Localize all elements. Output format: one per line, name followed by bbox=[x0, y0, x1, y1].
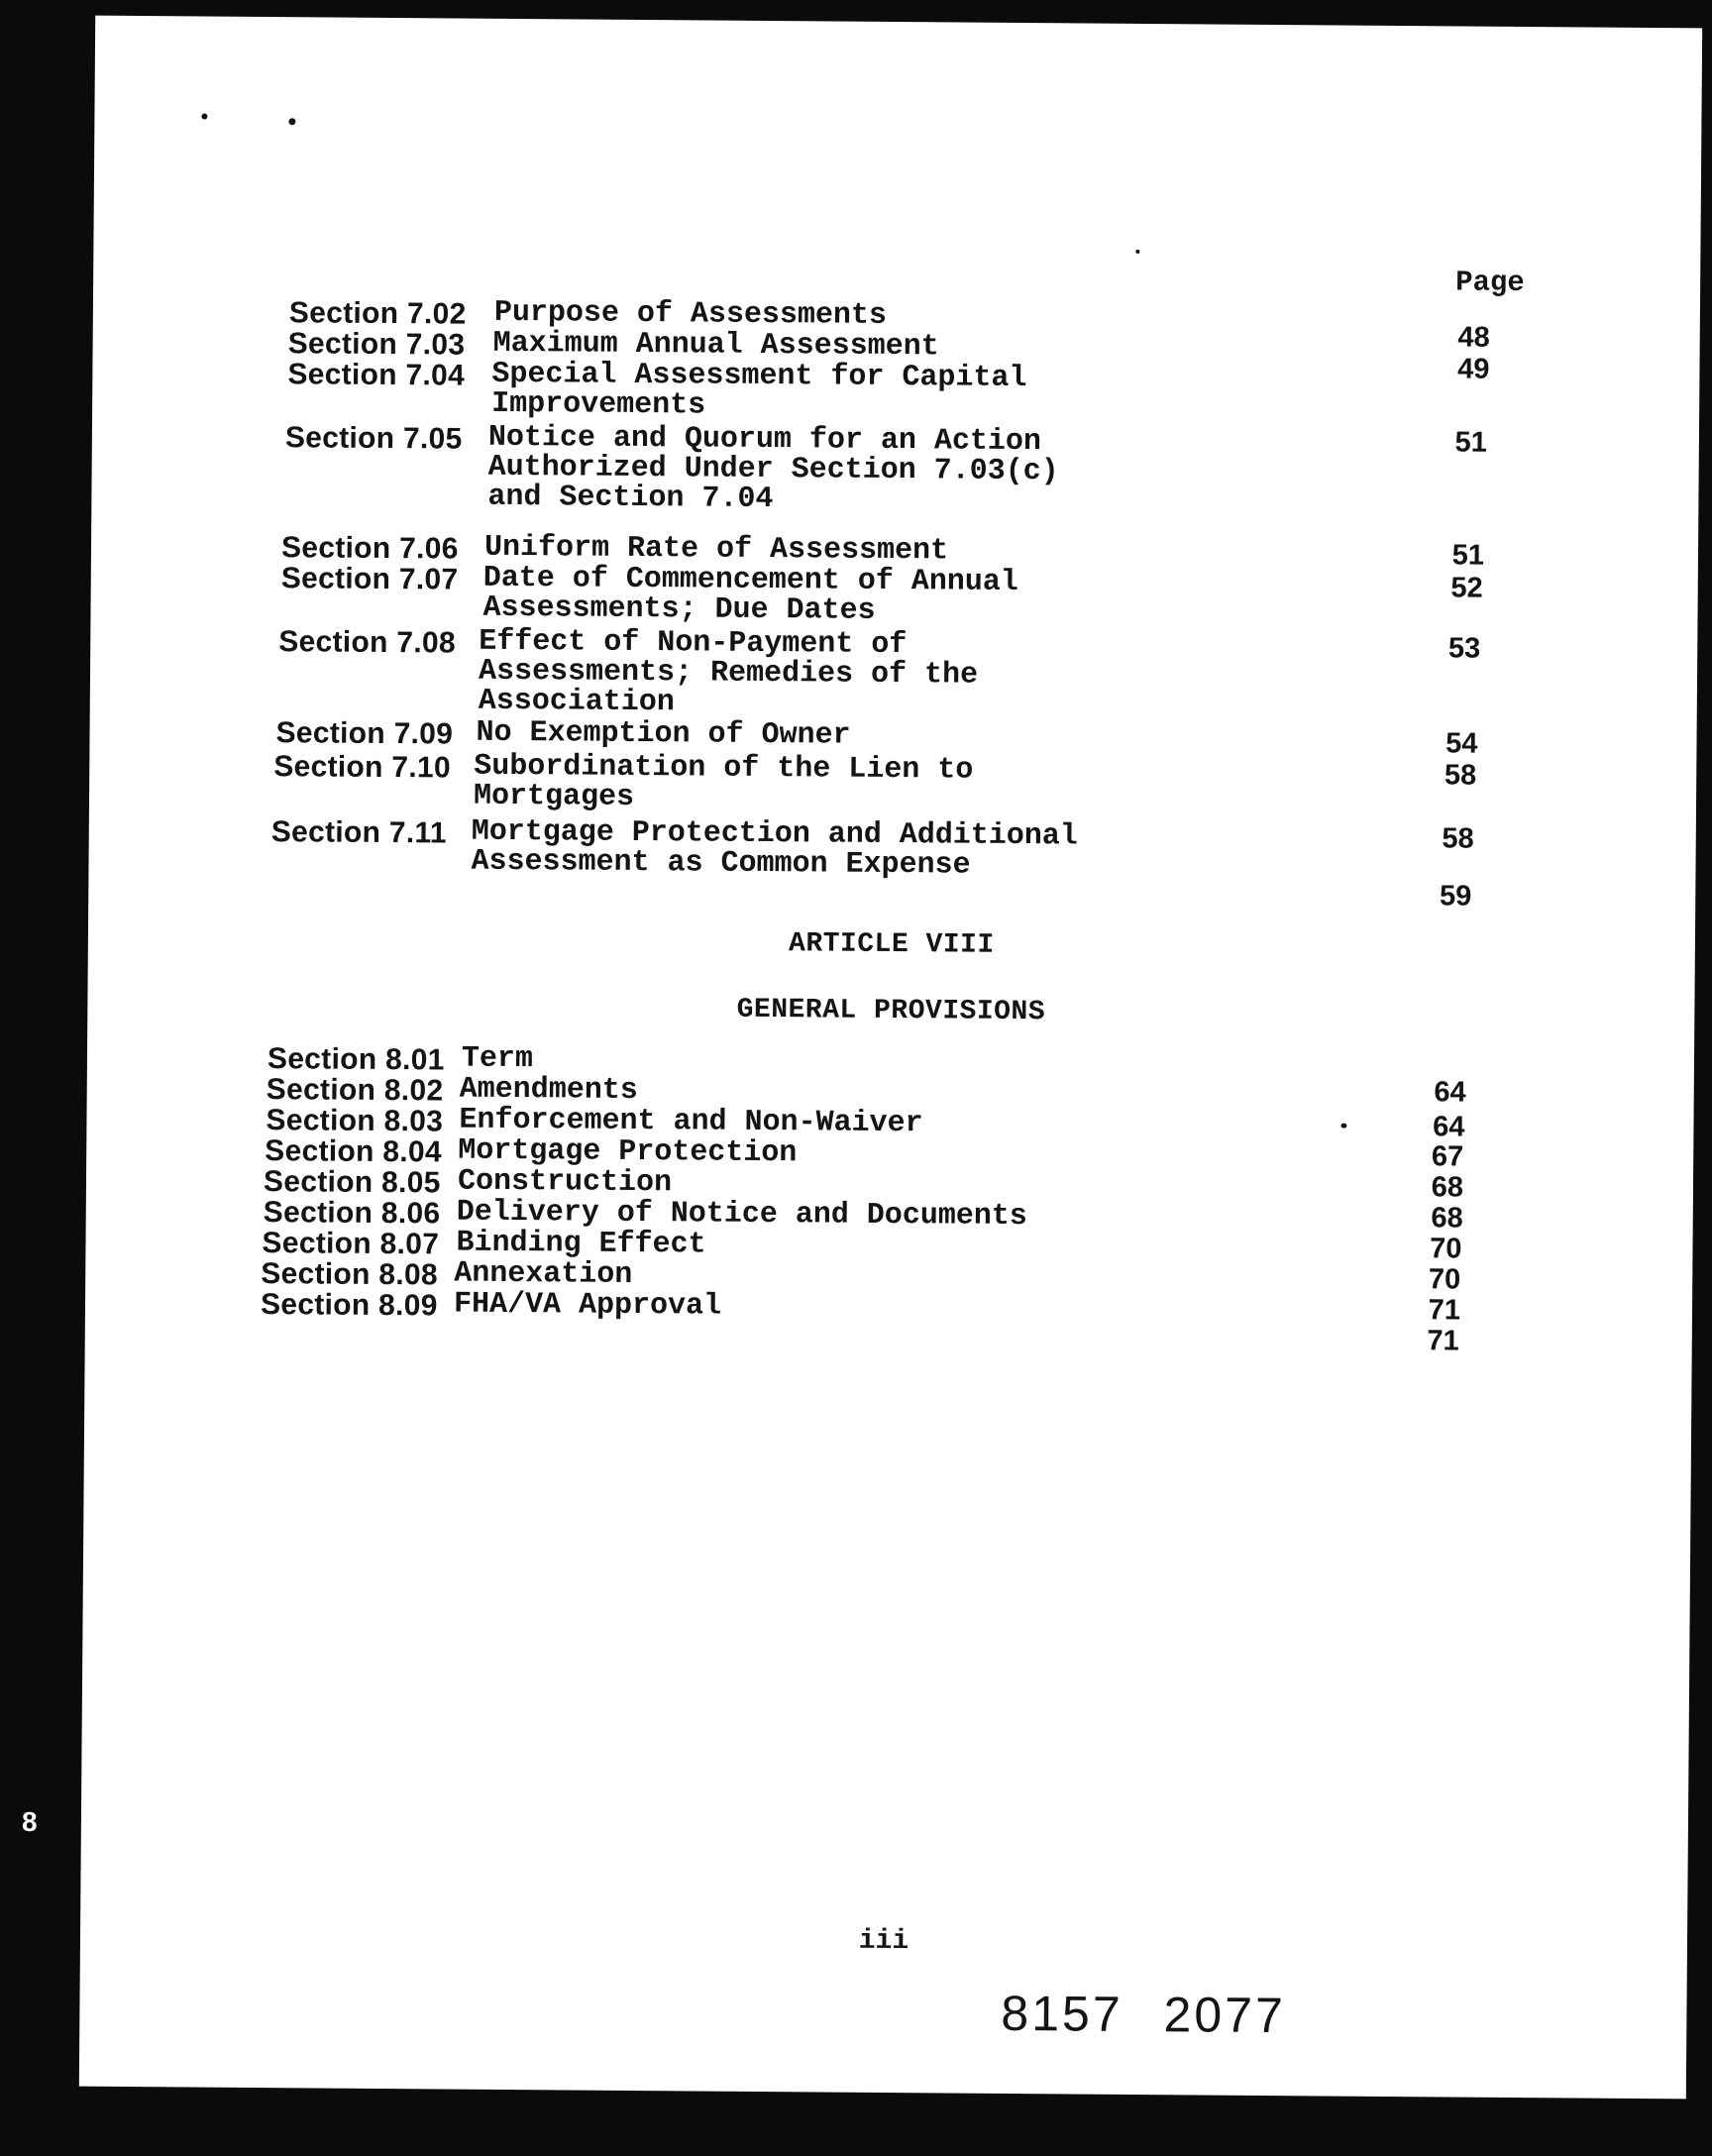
section-title: Delivery of Notice and Documents bbox=[456, 1195, 1027, 1235]
section-number: Section 8.02 bbox=[266, 1073, 444, 1108]
section-title: Mortgage Protection bbox=[458, 1133, 798, 1171]
section-number: Section 8.06 bbox=[263, 1196, 441, 1231]
section-page: 70 bbox=[1430, 1233, 1462, 1265]
page-column-header: Page bbox=[1455, 266, 1525, 300]
section-page: 58 bbox=[1444, 759, 1477, 792]
section-number: Section 7.05 bbox=[284, 421, 463, 456]
section-title: Binding Effect bbox=[456, 1226, 706, 1262]
article-title: GENERAL PROVISIONS bbox=[736, 994, 1046, 1028]
section-number: Section 7.08 bbox=[278, 625, 457, 660]
section-number: Section 7.10 bbox=[273, 750, 452, 785]
section-number: Section 7.02 bbox=[288, 296, 467, 331]
section-number: Section 8.05 bbox=[263, 1165, 441, 1200]
section-title: Maximum Annual Assessment bbox=[492, 326, 939, 365]
section-page: 71 bbox=[1427, 1325, 1459, 1357]
section-page: 64 bbox=[1434, 1076, 1466, 1109]
section-title: Amendments bbox=[459, 1072, 638, 1108]
section-page: 70 bbox=[1428, 1263, 1461, 1296]
footer-page-number: iii bbox=[858, 1925, 910, 1958]
section-title: Enforcement and Non-Waiver bbox=[459, 1103, 923, 1141]
section-title: Term bbox=[461, 1041, 534, 1077]
section-title: Subordination of the Lien to Mortgages bbox=[473, 749, 974, 814]
section-title: Purpose of Assessments bbox=[493, 295, 888, 333]
section-page: 54 bbox=[1445, 727, 1478, 760]
section-page: 64 bbox=[1433, 1111, 1465, 1143]
section-page: 68 bbox=[1431, 1171, 1464, 1204]
section-title: Notice and Quorum for an Action Authorized Under Section 7.03(c) and Section 7.04 bbox=[487, 420, 1059, 517]
section-page: 58 bbox=[1442, 822, 1474, 855]
section-title: Mortgage Protection and Additional Assessment as Common Expense bbox=[471, 814, 1078, 883]
article-heading: ARTICLE VIII bbox=[788, 928, 995, 961]
section-title: Date of Commencement of Annual Assessments; Due Dates bbox=[482, 561, 1018, 628]
section-number: Section 7.11 bbox=[270, 815, 447, 850]
section-number: Section 7.04 bbox=[287, 358, 466, 392]
section-number: Section 7.03 bbox=[287, 327, 466, 362]
section-page: 52 bbox=[1450, 572, 1483, 604]
section-title: No Exemption of Owner bbox=[476, 715, 851, 753]
section-page: 51 bbox=[1451, 539, 1485, 572]
section-number: Section 8.04 bbox=[265, 1134, 443, 1169]
section-number: Section 7.07 bbox=[280, 562, 459, 596]
section-number: Section 8.08 bbox=[261, 1257, 439, 1292]
section-number: Section 7.06 bbox=[280, 531, 459, 566]
section-page: 68 bbox=[1431, 1202, 1463, 1235]
section-page: 67 bbox=[1431, 1140, 1464, 1173]
toc-article-viii bbox=[79, 16, 1702, 2100]
section-number: Section 8.07 bbox=[262, 1227, 440, 1261]
section-number: Section 7.09 bbox=[275, 716, 454, 751]
section-page: 48 bbox=[1457, 321, 1490, 354]
section-title: Special Assessment for Capital Improvements bbox=[491, 357, 1027, 423]
section-title: FHA/VA Approval bbox=[453, 1287, 722, 1324]
section-title: Uniform Rate of Assessment bbox=[483, 530, 949, 569]
section-number: Section 8.01 bbox=[267, 1042, 445, 1077]
section-page: 51 bbox=[1454, 426, 1488, 459]
document-page bbox=[79, 16, 1702, 2100]
section-title: Annexation bbox=[454, 1256, 633, 1292]
section-title: Effect of Non-Payment of Assessments; Remedies of the Association bbox=[478, 624, 979, 720]
section-page: 53 bbox=[1447, 632, 1481, 665]
margin-mark: 8 bbox=[22, 1806, 38, 1837]
section-number: Section 8.09 bbox=[260, 1288, 438, 1323]
document-number: 8157 2077 bbox=[1001, 1985, 1286, 2044]
section-title: Construction bbox=[457, 1164, 673, 1201]
section-page: 71 bbox=[1428, 1294, 1461, 1327]
section-page: 49 bbox=[1457, 353, 1490, 385]
section-number: Section 8.03 bbox=[266, 1104, 444, 1138]
section-page: 59 bbox=[1439, 880, 1472, 913]
